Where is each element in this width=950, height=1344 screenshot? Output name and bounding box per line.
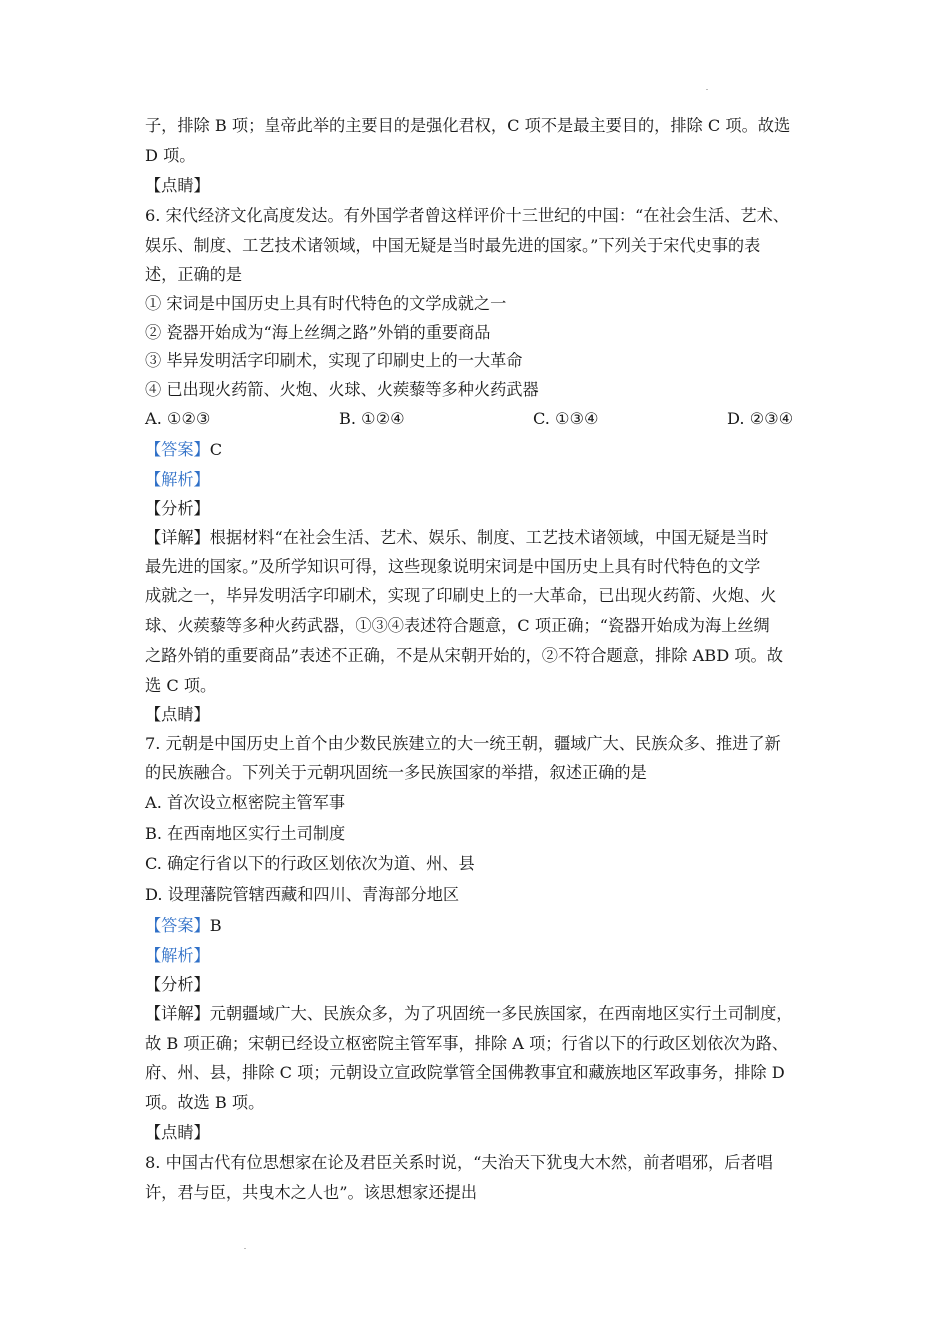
q6-detail-line: 【详解】根据材料“在社会生活、艺术、娱乐、制度、工艺技术诸领域，中国无疑是当时 bbox=[145, 528, 769, 547]
dianjing-label: 【点睛】 bbox=[145, 1123, 210, 1142]
q6-stem-line: 6. 宋代经济文化高度发达。有外国学者曾这样评价十三世纪的中国：“在社会生活、艺术、 bbox=[145, 206, 789, 225]
q7-detail-line: 故 B 项正确；宋朝已经设立枢密院主管军事，排除 A 项；行省以下的行政区划依次为路、 bbox=[145, 1034, 789, 1053]
q6-detail-line: 最先进的国家。”及所学知识可得，这些现象说明宋词是中国历史上具有时代特色的文学 bbox=[145, 557, 761, 576]
q6-option-d: D. ②③④ bbox=[727, 409, 794, 428]
q7-detail-line: 【详解】元朝疆域广大、民族众多，为了巩固统一多民族国家，在西南地区实行土司制度， bbox=[145, 1004, 793, 1023]
top-mark bbox=[706, 89, 708, 90]
q7-option-b: B. 在西南地区实行土司制度 bbox=[145, 824, 346, 843]
q8-stem-line: 许，君与臣，共曳木之人也”。该思想家还提出 bbox=[145, 1183, 478, 1202]
q6-option-c: C. ①③④ bbox=[533, 409, 599, 428]
bottom-mark bbox=[244, 1248, 246, 1249]
q6-detail-line: 选 C 项。 bbox=[145, 676, 217, 695]
text-line: 子，排除 B 项；皇帝此举的主要目的是强化君权，C 项不是最主要目的，排除 C 项。故选 bbox=[145, 116, 791, 135]
answer-value: C bbox=[209, 440, 223, 459]
q6-detail-line: 之路外销的重要商品”表述不正确，不是从宋朝开始的，②不符合题意，排除 ABD 项。故 bbox=[145, 646, 783, 665]
q8-stem-line: 8. 中国古代有位思想家在论及君臣关系时说，“夫治天下犹曳大木然，前者唱邪，后者唱 bbox=[145, 1153, 773, 1172]
q7-stem-line: 的民族融合。下列关于元朝巩固统一多民族国家的举措，叙述正确的是 bbox=[145, 763, 647, 782]
answer-tag: 【答案】 bbox=[145, 440, 210, 459]
q7-detail-line: 项。故选 B 项。 bbox=[145, 1093, 265, 1112]
dianjing-label: 【点睛】 bbox=[145, 176, 210, 195]
fenxi-label: 【分析】 bbox=[145, 499, 210, 518]
q7-option-d: D. 设理藩院管辖西藏和四川、青海部分地区 bbox=[145, 885, 460, 904]
q6-statement-3: ③ 毕异发明活字印刷术，实现了印刷史上的一大革命 bbox=[145, 351, 523, 370]
q7-answer bbox=[145, 915, 222, 937]
q6-statement-2: ② 瓷器开始成为“海上丝绸之路”外销的重要商品 bbox=[145, 323, 491, 342]
fenxi-label: 【分析】 bbox=[145, 975, 210, 994]
q6-option-a: A. ①②③ bbox=[145, 409, 211, 428]
q7-option-c: C. 确定行省以下的行政区划依次为道、州、县 bbox=[145, 854, 475, 873]
q6-statement-1: ① 宋词是中国历史上具有时代特色的文学成就之一 bbox=[145, 294, 507, 313]
q6-detail-line: 成就之一，毕异发明活字印刷术，实现了印刷史上的一大革命，已出现火药箭、火炮、火 bbox=[145, 586, 777, 605]
q7-stem-line: 7. 元朝是中国历史上首个由少数民族建立的大一统王朝，疆域广大、民族众多、推进了新 bbox=[145, 734, 781, 753]
analysis-tag: 【解析】 bbox=[145, 946, 210, 965]
q7-detail-line: 府、州、县，排除 C 项；元朝设立宣政院掌管全国佛教事宜和藏族地区军政事务，排除 D bbox=[145, 1063, 785, 1082]
q6-option-b: B. ①②④ bbox=[339, 409, 405, 428]
q6-answer bbox=[145, 439, 222, 461]
analysis-tag: 【解析】 bbox=[145, 470, 210, 489]
text-line: D 项。 bbox=[145, 146, 196, 165]
q6-detail-line: 球、火蒺藜等多种火药武器，①③④表述符合题意，C 项正确；“瓷器开始成为海上丝绸 bbox=[145, 616, 770, 635]
q6-stem-line: 述，正确的是 bbox=[145, 265, 243, 284]
q7-option-a: A. 首次设立枢密院主管军事 bbox=[145, 793, 346, 812]
dianjing-label: 【点睛】 bbox=[145, 705, 210, 724]
answer-tag: 【答案】 bbox=[145, 916, 210, 935]
q6-stem-line: 娱乐、制度、工艺技术诸领域，中国无疑是当时最先进的国家。”下列关于宋代史事的表 bbox=[145, 236, 761, 255]
answer-value: B bbox=[209, 916, 222, 935]
q6-statement-4: ④ 已出现火药箭、火炮、火球、火蒺藜等多种火药武器 bbox=[145, 380, 539, 399]
